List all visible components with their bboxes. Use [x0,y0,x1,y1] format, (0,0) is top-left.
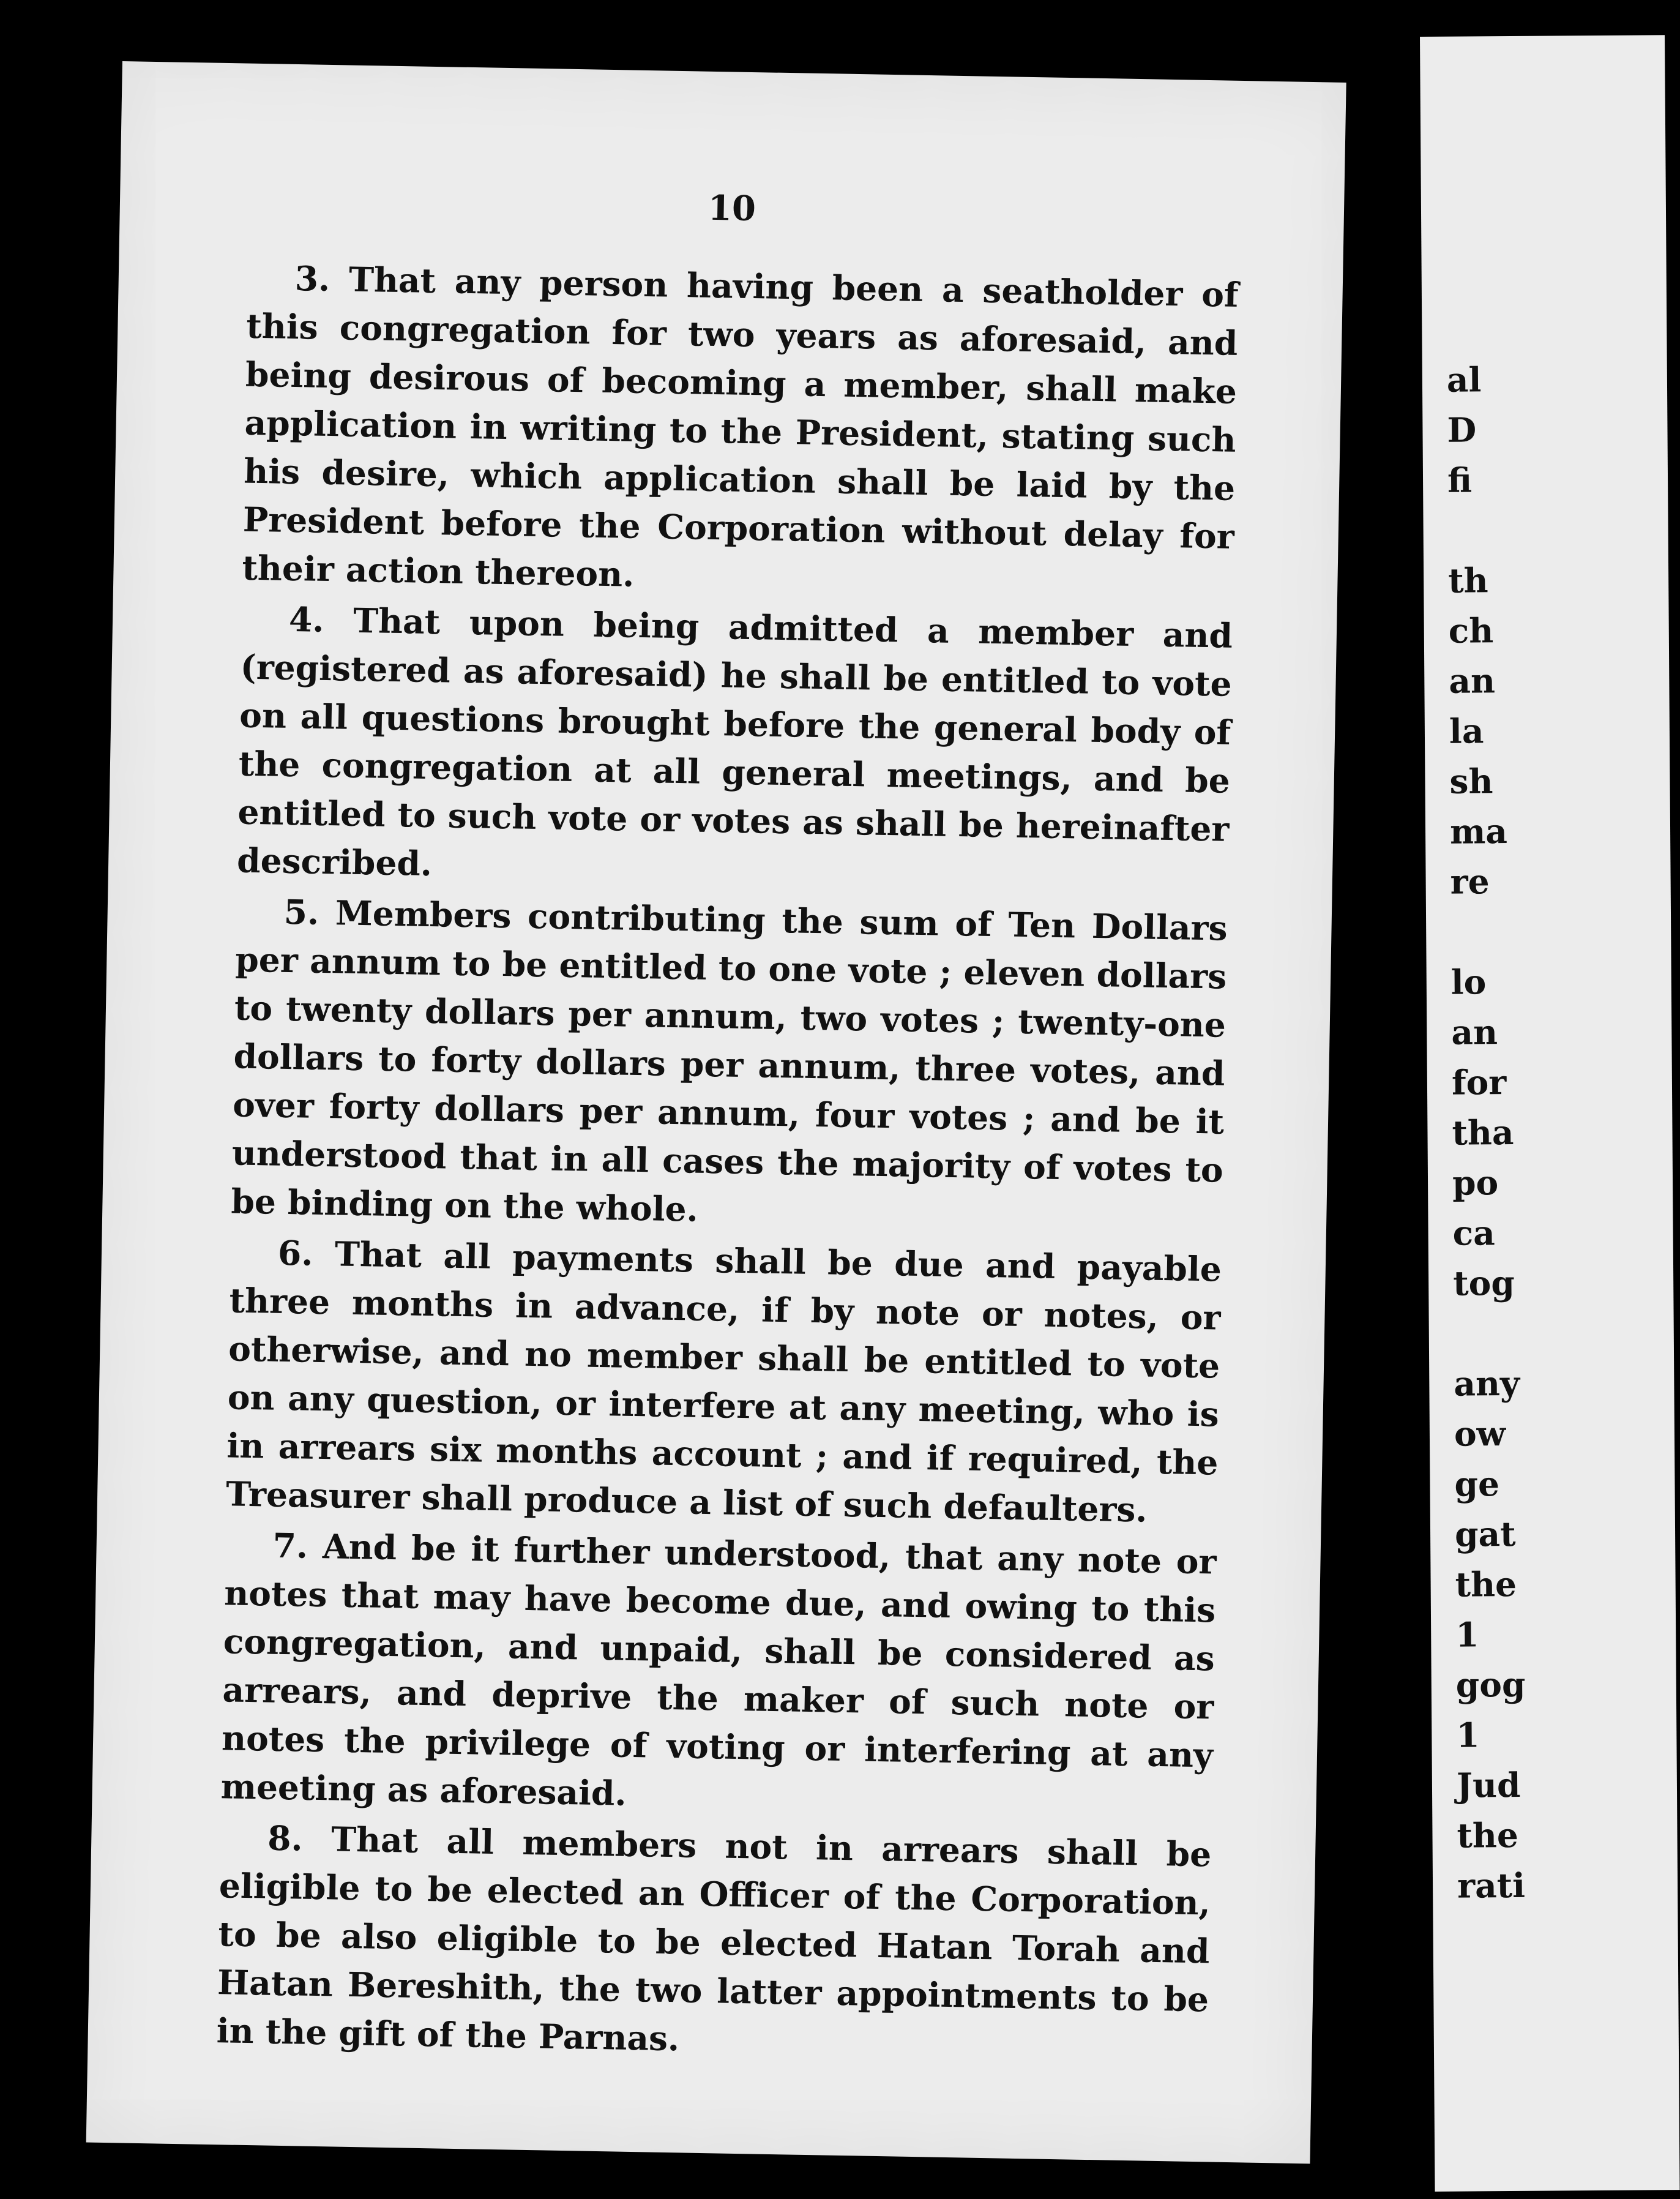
adjacent-page-fragment [1420,35,1680,2192]
body-text [216,253,1239,2075]
adjacent-page-text: al D fi th ch an la sh ma re lo an for tha po ca tog any ow ge gat the 1 gog 1 Jud the rati [1446,359,1526,1906]
paragraph-6: 6. That all payments shall be due and payable three months in advance, if by note or notes, or otherwise, and no member shall be entitled to vote on any question, or interfere at any meeting, who is in arrears six months account ; and if required, the Treasurer shall produce a list of such defaulters. [225,1232,1222,1530]
paragraph-8: 8. That all members not in arrears shall be eligible to be elected an Officer of the Corporation, to be also eligible to be elected Hatan Torah and Hatan Bereshith, the two latter appointments to be in the gift of the Parnas. [216,1818,1212,2059]
book-page [86,61,1346,2163]
paragraph-7: 7. And be it further understood, that any note or notes that may have become due, and owing to this congregation, and unpaid, shall be considered as arrears, and deprive the maker of such note or notes the privilege of voting or interfering at any meeting as aforesaid. [220,1525,1217,1813]
book-gutter [1346,0,1420,2199]
paragraph-5: 5. Members contributing the sum of Ten Dollars per annum to be entitled to one vote ; eleven dollars to twenty dollars per annum, two votes ; twenty-one dollars to forty dollars per annum, three votes, and over forty dollars per annum, four votes ; and be it understood that in all cases the majority of votes to be binding on the whole. [230,891,1228,1229]
paragraph-3: 3. That any person having been a seatholder of this congregation for two years as aforesaid, and being desirous of becoming a member, shall make application in writing to the President, stating such his desire, which application shall be laid by the President before the Corporation without delay for their action thereon. [242,258,1239,594]
paragraph-4: 4. That upon being admitted a member and (registered as aforesaid) he shall be entitled to vote on all questions brought before the general body of the congregation at all general meetings, and be entitled to such vote or votes as shall be hereinafter described. [236,599,1233,884]
page-number: 10 [707,187,756,230]
